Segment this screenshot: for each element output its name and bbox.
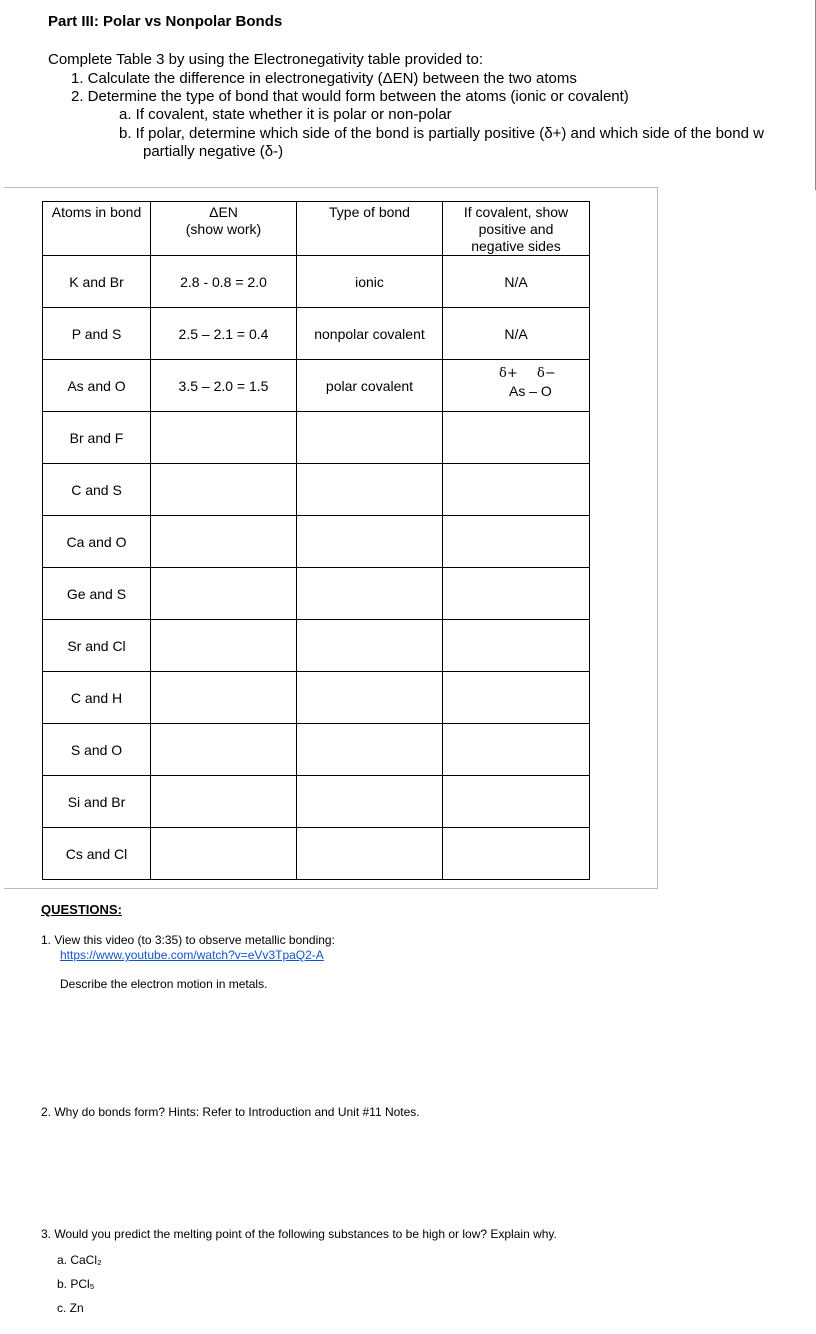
cell-type[interactable] <box>297 672 443 724</box>
section-title: Part III: Polar vs Nonpolar Bonds <box>48 13 283 30</box>
step-2b-continued: partially negative (δ-) <box>143 143 284 160</box>
cell-type[interactable] <box>297 620 443 672</box>
partial-negative-symbol: δ− <box>537 366 556 381</box>
table-row <box>43 308 590 360</box>
cell-type[interactable] <box>297 464 443 516</box>
cell-atoms: Si and Br <box>43 776 151 828</box>
cell-atoms: Sr and Cl <box>43 620 151 672</box>
video-link[interactable]: https://www.youtube.com/watch?v=eVv3TpaQ2-A <box>60 948 324 962</box>
cell-atoms: Br and F <box>43 412 151 464</box>
header-sides: If covalent, show positive and negative sides <box>443 202 590 256</box>
cell-type[interactable] <box>297 776 443 828</box>
cell-den[interactable] <box>151 568 297 620</box>
cell-den[interactable] <box>151 412 297 464</box>
cell-den[interactable] <box>151 776 297 828</box>
table-frame-right <box>657 187 658 889</box>
cell-sides[interactable]: N/A <box>443 308 590 360</box>
table-header-row <box>43 202 590 256</box>
cell-den[interactable] <box>151 672 297 724</box>
cell-type[interactable] <box>297 724 443 776</box>
cell-atoms: Ge and S <box>43 568 151 620</box>
cell-sides[interactable] <box>443 828 590 880</box>
cell-den[interactable] <box>151 620 297 672</box>
cell-sides[interactable] <box>443 620 590 672</box>
table-row <box>43 516 590 568</box>
header-den: ΔEN (show work) <box>151 202 297 256</box>
question-3-item-c: c. Zn <box>57 1301 84 1315</box>
cell-atoms: As and O <box>43 360 151 412</box>
cell-type[interactable] <box>297 568 443 620</box>
step-2a: a. If covalent, state whether it is polar or non-polar <box>119 106 452 123</box>
cell-den[interactable]: 2.8 - 0.8 = 2.0 <box>151 256 297 308</box>
cell-sides[interactable]: N/A <box>443 256 590 308</box>
table-row <box>43 672 590 724</box>
cell-type[interactable]: polar covalent <box>297 360 443 412</box>
polar-annotation <box>471 364 561 404</box>
cell-sides[interactable] <box>443 412 590 464</box>
table-row <box>43 568 590 620</box>
cell-sides[interactable] <box>443 464 590 516</box>
questions-heading: QUESTIONS: <box>41 902 122 917</box>
cell-sides[interactable] <box>443 724 590 776</box>
cell-den[interactable]: 3.5 – 2.0 = 1.5 <box>151 360 297 412</box>
table-frame-top <box>4 187 658 188</box>
table-row <box>43 724 590 776</box>
cell-sides[interactable] <box>443 776 590 828</box>
question-3: 3. Would you predict the melting point of the following substances to be high or low? Explain why. <box>41 1227 557 1241</box>
cell-atoms: K and Br <box>43 256 151 308</box>
question-3-item-b: b. PCl₅ <box>57 1277 95 1291</box>
cell-atoms: C and H <box>43 672 151 724</box>
table-row <box>43 464 590 516</box>
table-frame-bottom <box>4 888 658 889</box>
table-row <box>43 776 590 828</box>
cell-den[interactable] <box>151 724 297 776</box>
cell-sides[interactable] <box>443 568 590 620</box>
table-row <box>43 256 590 308</box>
cell-atoms: S and O <box>43 724 151 776</box>
cell-atoms: C and S <box>43 464 151 516</box>
question-3-item-a: a. CaCl₂ <box>57 1253 102 1267</box>
table-row <box>43 620 590 672</box>
table-row <box>43 828 590 880</box>
cell-atoms: Cs and Cl <box>43 828 151 880</box>
question-2: 2. Why do bonds form? Hints: Refer to Introduction and Unit #11 Notes. <box>41 1105 420 1119</box>
step-2: 2. Determine the type of bond that would form between the atoms (ionic or covalent) <box>71 88 629 105</box>
cell-den[interactable] <box>151 464 297 516</box>
cell-sides[interactable] <box>443 360 590 412</box>
header-type: Type of bond <box>297 202 443 256</box>
bond-table <box>42 201 590 880</box>
header-atoms: Atoms in bond <box>43 202 151 256</box>
cell-type[interactable] <box>297 828 443 880</box>
cell-type[interactable] <box>297 516 443 568</box>
question-1-prompt: Describe the electron motion in metals. <box>60 977 268 991</box>
cell-type[interactable] <box>297 412 443 464</box>
bond-formula: As – O <box>509 383 552 399</box>
intro-text: Complete Table 3 by using the Electronegativity table provided to: <box>48 51 483 68</box>
cell-atoms: Ca and O <box>43 516 151 568</box>
cell-sides[interactable] <box>443 516 590 568</box>
cell-atoms: P and S <box>43 308 151 360</box>
cell-sides[interactable] <box>443 672 590 724</box>
table-row <box>43 412 590 464</box>
cell-type[interactable]: nonpolar covalent <box>297 308 443 360</box>
cell-den[interactable] <box>151 828 297 880</box>
cell-den[interactable] <box>151 516 297 568</box>
partial-positive-symbol: δ+ <box>499 366 518 381</box>
cell-den[interactable]: 2.5 – 2.1 = 0.4 <box>151 308 297 360</box>
step-2b: b. If polar, determine which side of the bond is partially positive (δ+) and which side of the bond w <box>119 125 764 142</box>
table-row <box>43 360 590 412</box>
cell-type[interactable]: ionic <box>297 256 443 308</box>
question-1: 1. View this video (to 3:35) to observe metallic bonding: <box>41 933 335 947</box>
step-1: 1. Calculate the difference in electronegativity (ΔEN) between the two atoms <box>71 70 577 87</box>
